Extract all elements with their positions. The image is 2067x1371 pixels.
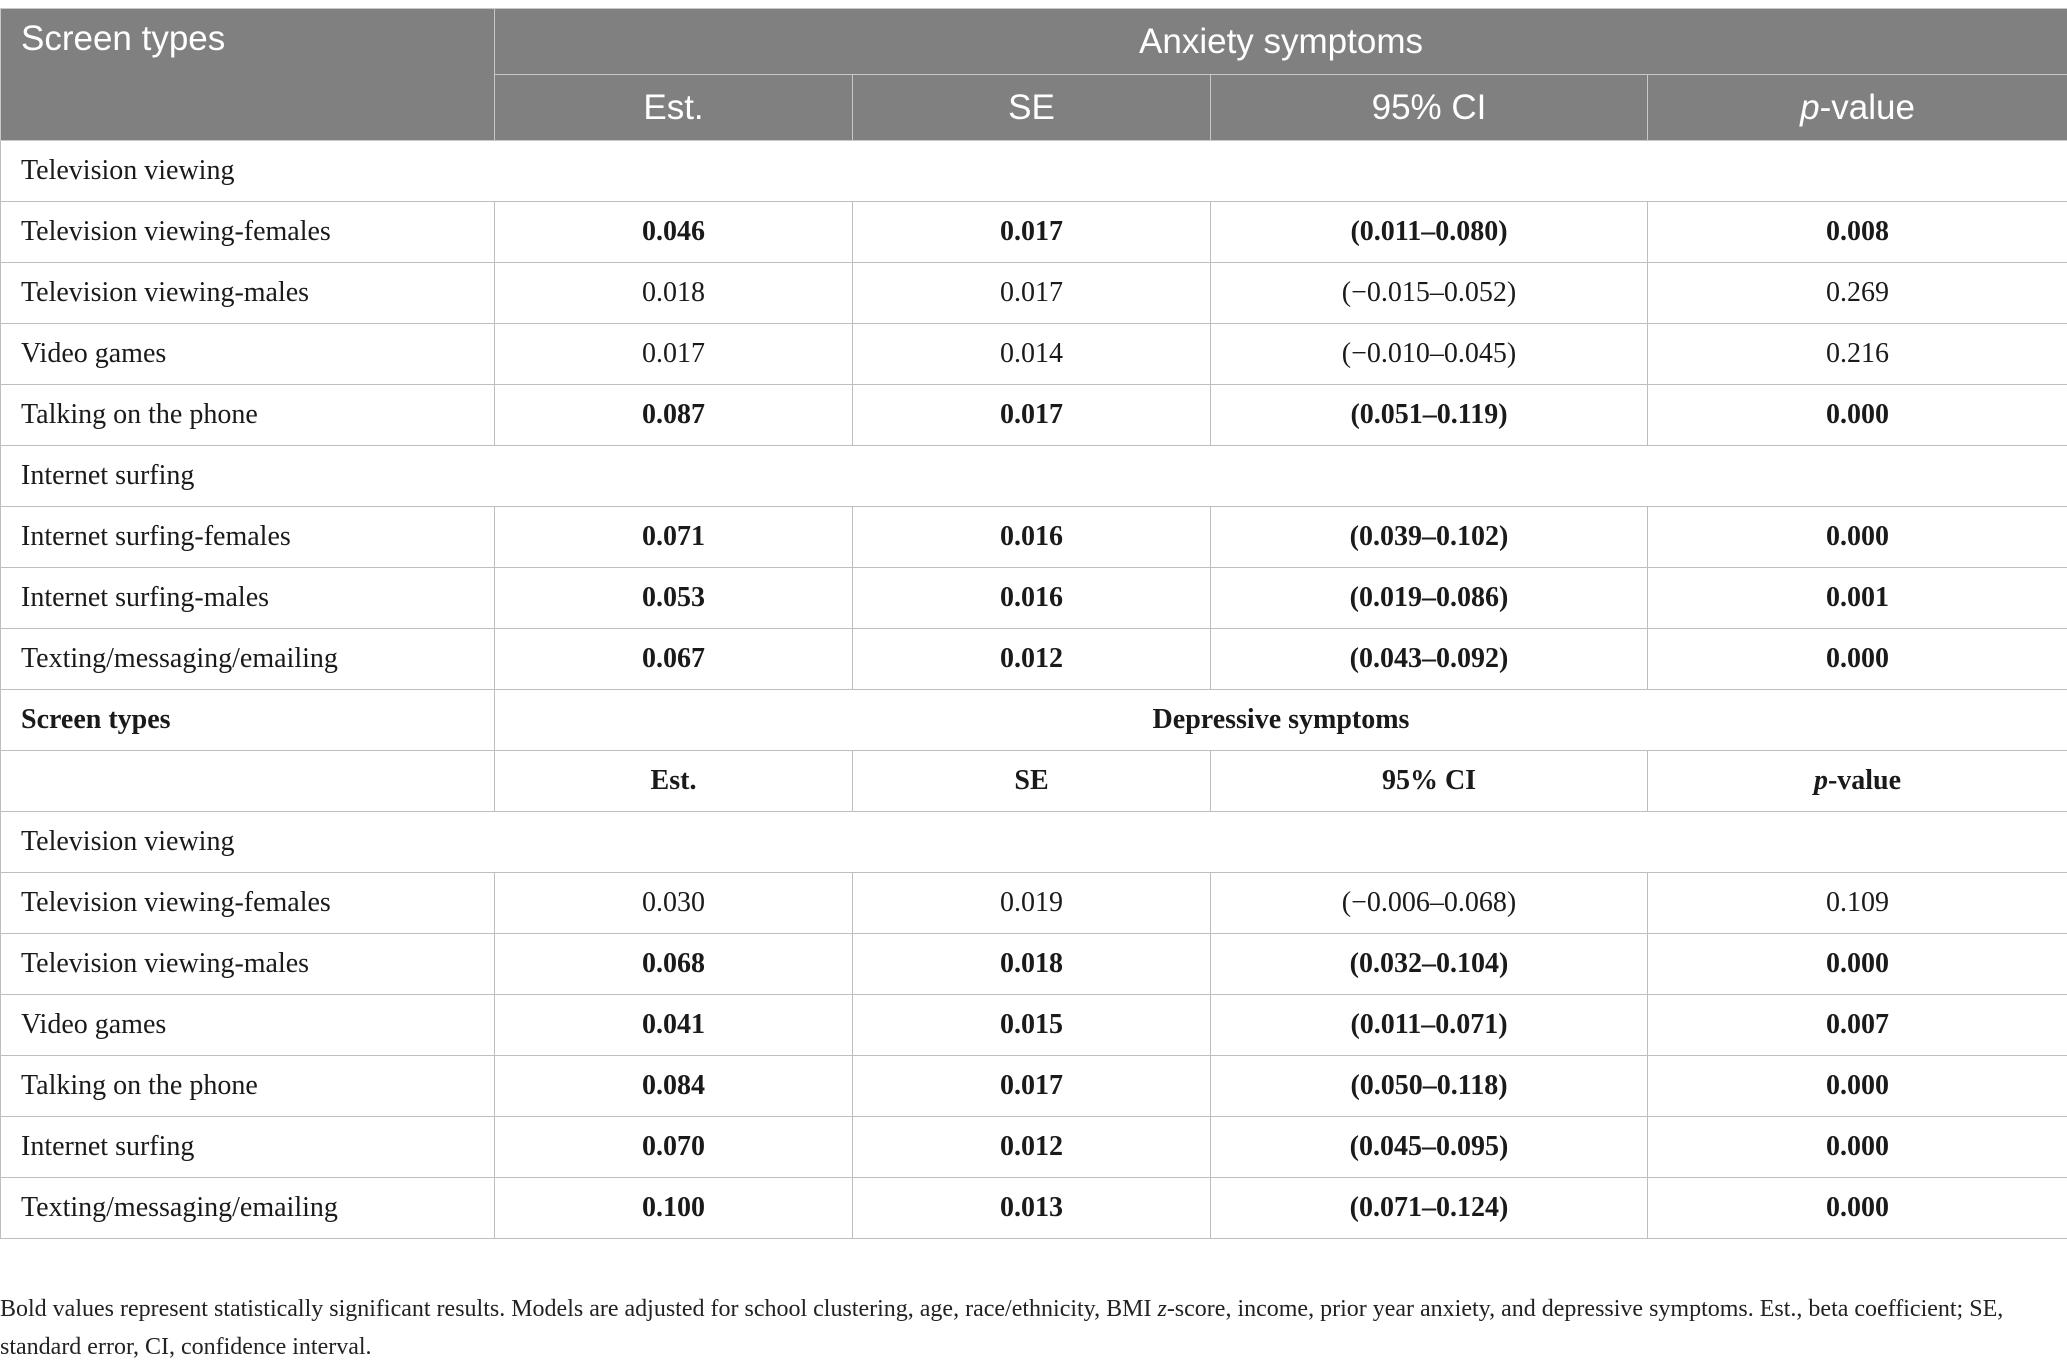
se-subheader: SE [853,751,1211,812]
anxiety-rows-1 [1,202,2067,446]
se-value: 0.017 [853,202,1211,263]
ci-value: (0.071–0.124) [1211,1178,1648,1239]
table-row [1,1178,2067,1239]
est-value: 0.017 [495,324,853,385]
section-row [1,141,2067,202]
table-row [1,385,2067,446]
p-value: 0.007 [1648,995,2067,1056]
header-row-1 [1,9,2067,75]
est-value: 0.046 [495,202,853,263]
p-value: 0.001 [1648,568,2067,629]
ci-header: 95% CI [1211,75,1648,141]
ci-value: (0.011–0.071) [1211,995,1648,1056]
se-value: 0.012 [853,1117,1211,1178]
table-row [1,995,2067,1056]
table-row [1,263,2067,324]
section-label: Television viewing [1,141,2067,202]
depressive-header-row-1 [1,690,2067,751]
p-value: 0.000 [1648,629,2067,690]
ci-value: (−0.010–0.045) [1211,324,1648,385]
se-value: 0.012 [853,629,1211,690]
se-value: 0.015 [853,995,1211,1056]
row-label: Internet surfing [1,1117,495,1178]
p-value: 0.216 [1648,324,2067,385]
est-value: 0.068 [495,934,853,995]
row-label: Television viewing-females [1,873,495,934]
row-label: Internet surfing-males [1,568,495,629]
depressive-symptoms-header: Depressive symptoms [495,690,2067,751]
est-value: 0.070 [495,1117,853,1178]
se-value: 0.019 [853,873,1211,934]
row-label: Television viewing-males [1,263,495,324]
se-value: 0.017 [853,263,1211,324]
ci-value: (0.050–0.118) [1211,1056,1648,1117]
table-row [1,202,2067,263]
p-value: 0.000 [1648,385,2067,446]
results-table [0,8,2067,1239]
est-value: 0.087 [495,385,853,446]
table-row [1,934,2067,995]
est-value: 0.100 [495,1178,853,1239]
se-value: 0.017 [853,385,1211,446]
row-label: Video games [1,324,495,385]
table-row [1,568,2067,629]
row-label: Video games [1,995,495,1056]
ci-value: (−0.006–0.068) [1211,873,1648,934]
depressive-rows [1,873,2067,1239]
ci-value: (0.019–0.086) [1211,568,1648,629]
table-footnote: Bold values represent statistically significant results. Models are adjusted for school clustering, age, race/ethnicity, BMI z-score, income, prior year anxiety, and depressive symptoms. Est., beta coefficient; SE, standard error, CI, confidence interval. [0,1296,2004,1360]
p-value: 0.000 [1648,1178,2067,1239]
se-value: 0.017 [853,1056,1211,1117]
se-value: 0.016 [853,568,1211,629]
row-label: Internet surfing-females [1,507,495,568]
est-value: 0.084 [495,1056,853,1117]
depressive-header-row-2 [1,751,2067,812]
est-value: 0.041 [495,995,853,1056]
est-subheader: Est. [495,751,853,812]
p-value: 0.000 [1648,1056,2067,1117]
ci-value: (0.043–0.092) [1211,629,1648,690]
est-value: 0.030 [495,873,853,934]
row-label: Talking on the phone [1,385,495,446]
empty-cell [1,751,495,812]
table-row [1,1117,2067,1178]
se-header: SE [853,75,1211,141]
section-row [1,812,2067,873]
ci-value: (0.011–0.080) [1211,202,1648,263]
table-row [1,629,2067,690]
section-label: Television viewing [1,812,2067,873]
est-value: 0.067 [495,629,853,690]
section-row [1,446,2067,507]
est-header: Est. [495,75,853,141]
est-value: 0.053 [495,568,853,629]
est-value: 0.018 [495,263,853,324]
ci-value: (0.045–0.095) [1211,1117,1648,1178]
row-label: Television viewing-females [1,202,495,263]
p-value: 0.000 [1648,934,2067,995]
ci-value: (−0.015–0.052) [1211,263,1648,324]
pvalue-header: p-value [1648,75,2067,141]
se-value: 0.013 [853,1178,1211,1239]
row-label: Television viewing-males [1,934,495,995]
table-row [1,1056,2067,1117]
row-label: Texting/messaging/emailing [1,629,495,690]
p-value: 0.269 [1648,263,2067,324]
pvalue-subheader: p-value [1648,751,2067,812]
row-label: Talking on the phone [1,1056,495,1117]
table-row [1,324,2067,385]
table-row [1,507,2067,568]
se-value: 0.016 [853,507,1211,568]
p-value: 0.109 [1648,873,2067,934]
anxiety-rows-2 [1,507,2067,690]
est-value: 0.071 [495,507,853,568]
anxiety-body-2 [1,446,2067,507]
p-value: 0.000 [1648,1117,2067,1178]
row-label: Texting/messaging/emailing [1,1178,495,1239]
screen-types-subheader: Screen types [1,690,495,751]
p-value: 0.008 [1648,202,2067,263]
se-value: 0.018 [853,934,1211,995]
anxiety-symptoms-header: Anxiety symptoms [495,9,2067,75]
ci-subheader: 95% CI [1211,751,1648,812]
p-value: 0.000 [1648,507,2067,568]
anxiety-body [1,141,2067,202]
section-label: Internet surfing [1,446,2067,507]
ci-value: (0.051–0.119) [1211,385,1648,446]
ci-value: (0.039–0.102) [1211,507,1648,568]
se-value: 0.014 [853,324,1211,385]
screen-types-header: Screen types [1,9,495,141]
ci-value: (0.032–0.104) [1211,934,1648,995]
table-row [1,873,2067,934]
depressive-header [1,690,2067,873]
